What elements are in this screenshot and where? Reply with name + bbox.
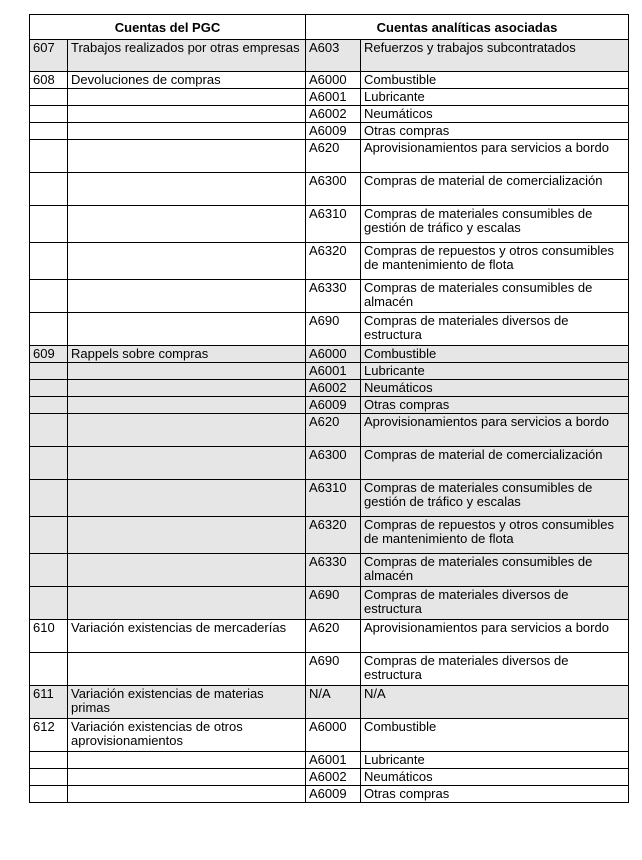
pgc-name-cell: Trabajos realizados por otras empresas xyxy=(68,40,306,72)
analytic-code-cell: A6009 xyxy=(306,786,361,803)
pgc-name-cell xyxy=(68,653,306,686)
analytic-name-cell: Compras de materiales consumibles de almacén xyxy=(361,280,629,313)
pgc-code-cell: 610 xyxy=(30,620,68,653)
header-pgc-accounts: Cuentas del PGC xyxy=(30,15,306,40)
analytic-name-cell: Compras de material de comercialización xyxy=(361,173,629,206)
pgc-name-cell xyxy=(68,397,306,414)
pgc-code-cell: 607 xyxy=(30,40,68,72)
analytic-name-cell: Otras compras xyxy=(361,123,629,140)
pgc-code-cell xyxy=(30,313,68,346)
analytic-name-cell: Neumáticos xyxy=(361,380,629,397)
analytic-name-cell: Compras de materiales diversos de estructura xyxy=(361,313,629,346)
pgc-code-cell xyxy=(30,123,68,140)
table-row xyxy=(30,653,629,686)
pgc-name-cell: Variación existencias de materias primas xyxy=(68,686,306,719)
table-row xyxy=(30,313,629,346)
analytic-code-cell: A620 xyxy=(306,620,361,653)
pgc-code-cell xyxy=(30,243,68,280)
pgc-name-cell xyxy=(68,517,306,554)
pgc-code-cell xyxy=(30,587,68,620)
pgc-code-cell xyxy=(30,106,68,123)
header-analytic-accounts: Cuentas analíticas asociadas xyxy=(306,15,629,40)
pgc-name-cell xyxy=(68,786,306,803)
pgc-code-cell: 612 xyxy=(30,719,68,752)
analytic-name-cell: Lubricante xyxy=(361,89,629,106)
analytic-name-cell: Compras de materiales diversos de estructura xyxy=(361,587,629,620)
analytic-code-cell: A6310 xyxy=(306,206,361,243)
pgc-name-cell: Variación existencias de otros aprovisionamientos xyxy=(68,719,306,752)
table-row xyxy=(30,106,629,123)
pgc-name-cell xyxy=(68,414,306,447)
analytic-code-cell: A6009 xyxy=(306,397,361,414)
table-row xyxy=(30,587,629,620)
analytic-code-cell: A620 xyxy=(306,414,361,447)
pgc-name-cell xyxy=(68,173,306,206)
pgc-name-cell: Variación existencias de mercaderías xyxy=(68,620,306,653)
analytic-code-cell: A690 xyxy=(306,587,361,620)
analytic-name-cell: Compras de repuestos y otros consumibles de mantenimiento de flota xyxy=(361,517,629,554)
analytic-name-cell: Compras de materiales consumibles de almacén xyxy=(361,554,629,587)
pgc-code-cell xyxy=(30,554,68,587)
analytic-code-cell: A6300 xyxy=(306,447,361,480)
table-row xyxy=(30,517,629,554)
table-row xyxy=(30,123,629,140)
accounts-table xyxy=(29,14,629,803)
analytic-name-cell: Lubricante xyxy=(361,363,629,380)
pgc-name-cell xyxy=(68,106,306,123)
pgc-code-cell xyxy=(30,173,68,206)
analytic-code-cell: A6001 xyxy=(306,363,361,380)
analytic-code-cell: A6002 xyxy=(306,106,361,123)
analytic-code-cell: A6300 xyxy=(306,173,361,206)
table-body xyxy=(30,40,629,803)
pgc-code-cell: 609 xyxy=(30,346,68,363)
analytic-code-cell: A690 xyxy=(306,313,361,346)
analytic-name-cell: Otras compras xyxy=(361,786,629,803)
table-row xyxy=(30,363,629,380)
analytic-code-cell: A6330 xyxy=(306,280,361,313)
header-row xyxy=(30,15,629,40)
analytic-code-cell: A6002 xyxy=(306,380,361,397)
analytic-code-cell: A6320 xyxy=(306,243,361,280)
analytic-code-cell: A6000 xyxy=(306,72,361,89)
pgc-code-cell xyxy=(30,447,68,480)
pgc-name-cell xyxy=(68,769,306,786)
table-row xyxy=(30,346,629,363)
analytic-code-cell: A6320 xyxy=(306,517,361,554)
pgc-name-cell xyxy=(68,123,306,140)
analytic-code-cell: A6001 xyxy=(306,89,361,106)
analytic-name-cell: Combustible xyxy=(361,719,629,752)
analytic-name-cell: Aprovisionamientos para servicios a bordo xyxy=(361,620,629,653)
pgc-code-cell xyxy=(30,414,68,447)
table-row xyxy=(30,414,629,447)
table-row xyxy=(30,620,629,653)
analytic-name-cell: Combustible xyxy=(361,72,629,89)
pgc-name-cell xyxy=(68,380,306,397)
analytic-name-cell: Neumáticos xyxy=(361,769,629,786)
pgc-code-cell xyxy=(30,380,68,397)
table-row xyxy=(30,752,629,769)
table-row xyxy=(30,72,629,89)
pgc-name-cell: Devoluciones de compras xyxy=(68,72,306,89)
analytic-code-cell: A6000 xyxy=(306,719,361,752)
table-row xyxy=(30,554,629,587)
table-row xyxy=(30,397,629,414)
pgc-code-cell xyxy=(30,397,68,414)
analytic-name-cell: Compras de materiales consumibles de gestión de tráfico y escalas xyxy=(361,480,629,517)
analytic-code-cell: N/A xyxy=(306,686,361,719)
pgc-name-cell xyxy=(68,280,306,313)
pgc-code-cell xyxy=(30,363,68,380)
pgc-name-cell xyxy=(68,363,306,380)
analytic-name-cell: Combustible xyxy=(361,346,629,363)
table-row xyxy=(30,40,629,72)
analytic-code-cell: A6002 xyxy=(306,769,361,786)
analytic-name-cell: N/A xyxy=(361,686,629,719)
pgc-code-cell xyxy=(30,517,68,554)
table-row xyxy=(30,786,629,803)
pgc-name-cell xyxy=(68,447,306,480)
pgc-name-cell xyxy=(68,206,306,243)
analytic-name-cell: Lubricante xyxy=(361,752,629,769)
table-row xyxy=(30,280,629,313)
pgc-code-cell xyxy=(30,786,68,803)
pgc-name-cell xyxy=(68,587,306,620)
pgc-code-cell xyxy=(30,206,68,243)
analytic-code-cell: A6000 xyxy=(306,346,361,363)
analytic-name-cell: Aprovisionamientos para servicios a bordo xyxy=(361,140,629,173)
table-row xyxy=(30,769,629,786)
pgc-name-cell xyxy=(68,752,306,769)
table-row xyxy=(30,243,629,280)
pgc-code-cell: 608 xyxy=(30,72,68,89)
pgc-name-cell xyxy=(68,140,306,173)
pgc-name-cell xyxy=(68,554,306,587)
pgc-name-cell xyxy=(68,480,306,517)
pgc-name-cell xyxy=(68,89,306,106)
pgc-name-cell xyxy=(68,243,306,280)
pgc-code-cell xyxy=(30,89,68,106)
pgc-code-cell xyxy=(30,280,68,313)
pgc-code-cell xyxy=(30,140,68,173)
analytic-name-cell: Compras de repuestos y otros consumibles de mantenimiento de flota xyxy=(361,243,629,280)
pgc-code-cell: 611 xyxy=(30,686,68,719)
table-row xyxy=(30,140,629,173)
table-row xyxy=(30,89,629,106)
analytic-code-cell: A6330 xyxy=(306,554,361,587)
table-row xyxy=(30,686,629,719)
analytic-name-cell: Compras de materiales consumibles de gestión de tráfico y escalas xyxy=(361,206,629,243)
pgc-code-cell xyxy=(30,752,68,769)
analytic-code-cell: A690 xyxy=(306,653,361,686)
analytic-name-cell: Refuerzos y trabajos subcontratados xyxy=(361,40,629,72)
pgc-name-cell xyxy=(68,313,306,346)
analytic-code-cell: A6001 xyxy=(306,752,361,769)
analytic-name-cell: Compras de materiales diversos de estructura xyxy=(361,653,629,686)
analytic-name-cell: Otras compras xyxy=(361,397,629,414)
pgc-code-cell xyxy=(30,480,68,517)
table-row xyxy=(30,719,629,752)
table-row xyxy=(30,380,629,397)
analytic-name-cell: Compras de material de comercialización xyxy=(361,447,629,480)
table-row xyxy=(30,173,629,206)
analytic-code-cell: A6009 xyxy=(306,123,361,140)
table-row xyxy=(30,206,629,243)
analytic-code-cell: A620 xyxy=(306,140,361,173)
pgc-code-cell xyxy=(30,653,68,686)
analytic-code-cell: A603 xyxy=(306,40,361,72)
pgc-code-cell xyxy=(30,769,68,786)
pgc-name-cell: Rappels sobre compras xyxy=(68,346,306,363)
analytic-code-cell: A6310 xyxy=(306,480,361,517)
analytic-name-cell: Neumáticos xyxy=(361,106,629,123)
analytic-name-cell: Aprovisionamientos para servicios a bordo xyxy=(361,414,629,447)
table-row xyxy=(30,447,629,480)
table-row xyxy=(30,480,629,517)
